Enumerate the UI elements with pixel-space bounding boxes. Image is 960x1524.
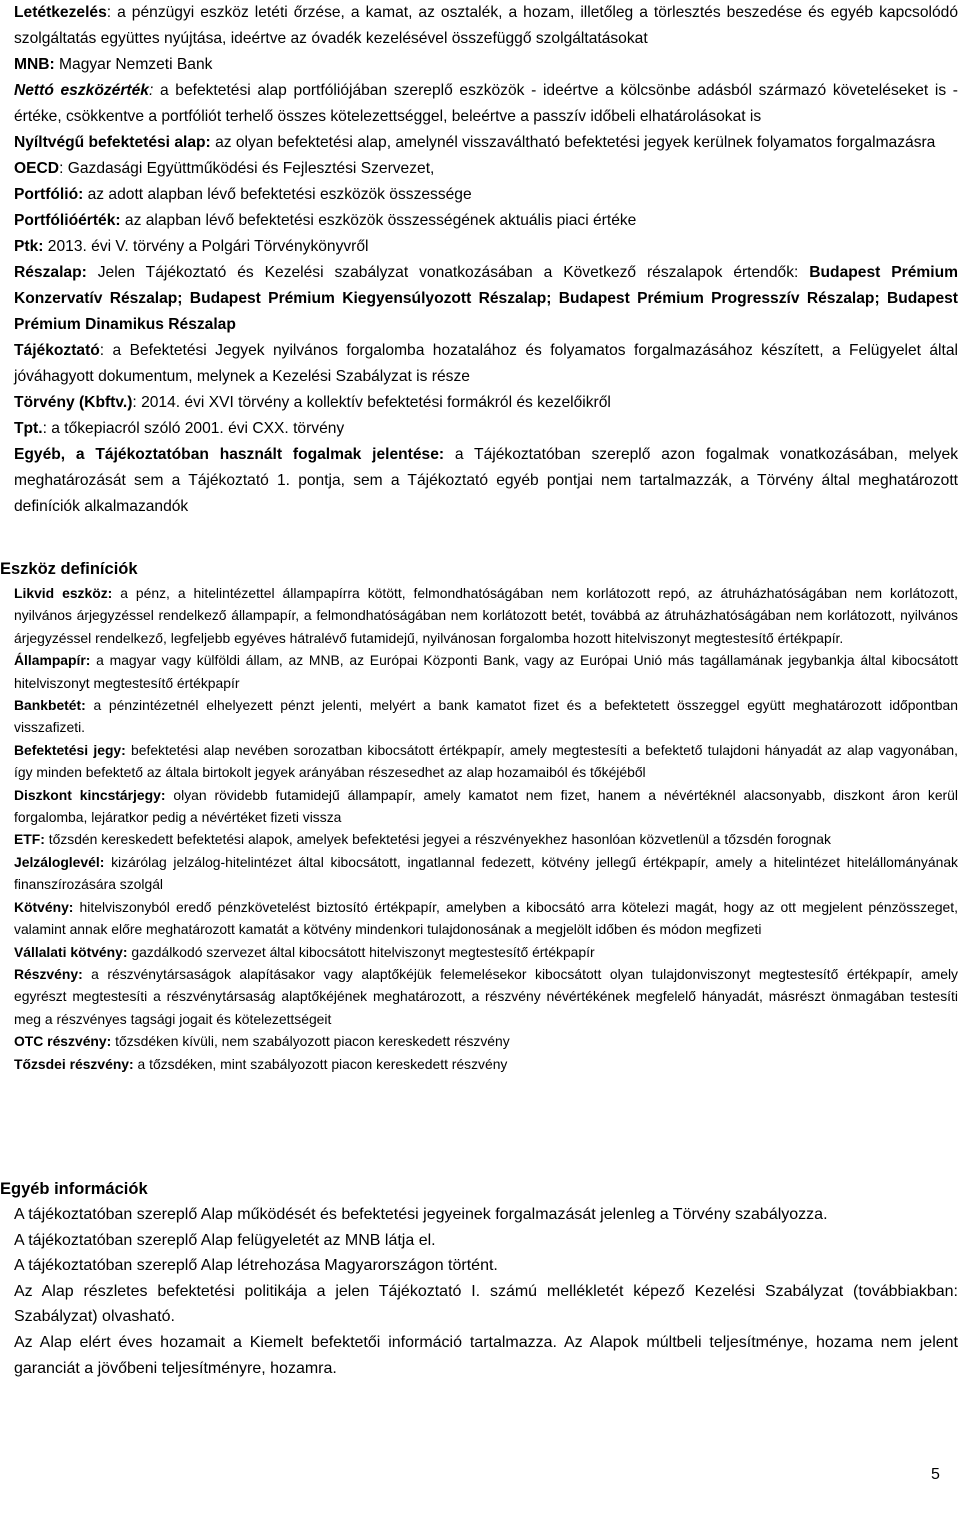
other-info-heading: Egyéb információk	[0, 1180, 148, 1198]
definition-paragraph	[14, 390, 958, 416]
asset-text: gazdálkodó szervezet által kibocsátott hitelviszonyt megtestesítő értékpapír	[127, 943, 595, 960]
definition-text: a befektetési alap portfóliójában szereplő eszközök - ideértve a kölcsönbe adásból származó követeléseket is - értéke, csökkentve a portfóliót terhelő összes kötelezettséggel, beleértve a passzív időbeli elhatárolásokat is	[14, 82, 959, 125]
asset-paragraph	[14, 784, 958, 829]
definition-paragraph	[14, 260, 958, 338]
asset-paragraph	[14, 963, 958, 1030]
asset-text: a pénzintézetnél elhelyezett pénzt jelenti, melyért a bank kamatot fizet és a befektetett összeggel együtt meghatározott időpontban visszafizeti.	[14, 697, 958, 736]
definition-text: a pénzügyi eszköz letéti őrzése, a kamat, az osztalék, a hozam, illetőleg a törlesztés beszedése és egyéb kapcsolódó szolgáltatás együttes nyújtása, ideértve az óvadék kezelésével összefüggő szolgáltatásokat	[14, 4, 958, 47]
definition-paragraph	[14, 442, 958, 520]
asset-paragraph	[14, 582, 958, 649]
asset-term: Bankbetét:	[14, 697, 86, 714]
definition-paragraph	[14, 234, 958, 260]
definition-term: Nyíltvégű befektetési alap:	[14, 134, 211, 151]
definition-text: az adott alapban lévő befektetési eszközök összessége	[83, 186, 472, 203]
asset-paragraph	[14, 649, 958, 694]
definition-text: az olyan befektetési alap, amelynél visszaváltható befektetési jegyek kerülnek folyamatos forgalmazásra	[210, 134, 936, 151]
asset-text: kizárólag jelzálog-hitelintézet által kibocsátott, ingatlannal fedezett, kötvény jellegű értékpapír, amely a hitelintézet hitelállományának finanszírozására szolgál	[14, 853, 958, 893]
asset-text: a tőzsdéken, mint szabályozott piacon kereskedett részvény	[133, 1055, 508, 1072]
definition-term: Portfólió:	[14, 186, 84, 203]
info-paragraph: A tájékoztatóban szereplő Alap felügyeletét az MNB látja el.	[14, 1231, 436, 1249]
info-paragraph: A tájékoztatóban szereplő Alap működését és befektetési jegyeinek forgalmazását jelenleg a Törvény szabályozza.	[14, 1206, 828, 1223]
definitions-section	[14, 0, 958, 520]
asset-text: a részvénytársaságok alapításakor vagy alaptőkéjük felemelésekor kibocsátott olyan tulajdonviszonyt megtestesítő értékpapír, amely egyrészt megtestesíti a részvénytársaság alaptőkéjének meghatározott, a részvény névértékének megfelelő hányadát, másrészt önmagában testesíti meg a részvényes tagsági jogait és kötelezettségeit	[14, 965, 958, 1027]
asset-term: Részvény:	[14, 965, 83, 982]
definition-text: az alapban lévő befektetési eszközök összességének aktuális piaci értéke	[120, 212, 637, 229]
definition-sep: :	[148, 82, 154, 99]
definition-paragraph	[14, 130, 958, 156]
definition-text: Gazdasági Együttműködési és Fejlesztési Szervezet,	[63, 160, 435, 177]
definition-term: Egyéb, a Tájékoztatóban használt fogalmak jelentése:	[14, 446, 445, 463]
info-paragraph: A tájékoztatóban szereplő Alap létrehozása Magyarországon történt.	[14, 1257, 498, 1275]
definition-text: Jelen Tájékoztató és Kezelési szabályzat vonatkozásában a Következő részalapok értendők:	[86, 264, 810, 281]
asset-term: Vállalati kötvény:	[14, 943, 128, 960]
definition-text: Magyar Nemzeti Bank	[54, 56, 213, 73]
definition-term: Tájékoztató	[14, 342, 100, 359]
definition-term: Nettó eszközérték	[14, 82, 149, 99]
definition-term: Letétkezelés	[14, 4, 107, 21]
asset-term: OTC részvény:	[14, 1033, 112, 1050]
asset-paragraph	[14, 694, 958, 739]
asset-paragraph	[14, 828, 958, 850]
definition-paragraph	[14, 182, 958, 208]
asset-text: a magyar vagy külföldi állam, az MNB, az Európai Központi Bank, vagy az Európai Unió más tagállamának jegybankja által kibocsátott hitelviszonyt megtestesítő értékpapír	[14, 652, 958, 691]
definition-bold-tail: Budapest Prémium Konzervatív Részalap; Budapest Prémium Kiegyensúlyozott Részalap; Budapest Prémium Progresszív Részalap; Budapest Prémium Dinamikus Részalap	[14, 264, 958, 333]
asset-term: Kötvény:	[14, 898, 74, 915]
asset-definitions-heading: Eszköz definíciók	[0, 560, 138, 578]
definition-text: a Befektetési Jegyek nyilvános forgalomba hozatalához és folyamatos forgalmazásához készített, a Felügyelet által jóváhagyott dokumentum, melynek a Kezelési Szabályzat is része	[14, 342, 958, 385]
definition-text: a tőkepiacról szóló 2001. évi CXX. törvény	[46, 420, 345, 437]
definition-paragraph	[14, 156, 958, 182]
info-paragraph: Az Alap elért éves hozamait a Kiemelt befektetői információ tartalmazza. Az Alapok múltbeli teljesítménye, hozama nem jelent garanciát a jövőbeni teljesítményre, hozamra.	[14, 1333, 958, 1377]
definition-paragraph	[14, 78, 958, 130]
definition-paragraph	[14, 208, 958, 234]
asset-paragraph	[14, 1053, 958, 1075]
asset-paragraph	[14, 941, 958, 963]
definition-sep: :	[59, 160, 64, 177]
asset-text: tőzsdéken kívüli, nem szabályozott piacon kereskedett részvény	[111, 1033, 510, 1050]
definition-text: 2013. évi V. törvény a Polgári Törvénykönyvről	[43, 238, 369, 255]
info-paragraph: Az Alap részletes befektetési politikája a jelen Tájékoztató I. számú mellékletét képező Kezelési Szabályzat (továbbiakban: Szabályzat) olvasható.	[14, 1282, 958, 1326]
asset-term: Tőzsdei részvény:	[14, 1055, 134, 1072]
definition-term: Portfólióérték:	[14, 212, 121, 229]
definition-term: OECD	[14, 160, 60, 177]
asset-paragraph	[14, 851, 958, 896]
definition-paragraph	[14, 0, 958, 52]
definition-term: Részalap:	[14, 264, 87, 281]
asset-paragraph	[14, 896, 958, 941]
definition-paragraph	[14, 52, 958, 78]
asset-term: Likvid eszköz:	[14, 585, 113, 601]
definition-text: a Tájékoztatóban szereplő azon fogalmak vonatkozásában, melyek meghatározását sem a Tájékoztató 1. pontja, sem a Tájékoztató egyéb pontjai nem tartalmazzák, a Törvény által meghatározott definíciók alkalmazandók	[14, 446, 958, 515]
definition-sep: :	[99, 342, 105, 359]
definition-sep: :	[132, 394, 137, 411]
asset-term: Befektetési jegy:	[14, 741, 126, 758]
definition-paragraph	[14, 338, 958, 390]
asset-text: tőzsdén kereskedett befektetési alapok, amelyek befektetési jegyei a részvényekhez hasonlóan közvetlenül a tőzsdén forognak	[44, 831, 831, 848]
asset-term: Jelzáloglevél:	[14, 853, 105, 870]
definition-term: Törvény (Kbftv.)	[14, 394, 133, 411]
page-number: 5	[931, 1466, 940, 1483]
definition-paragraph	[14, 416, 958, 442]
asset-text: hitelviszonyból eredő pénzkövetelést biztosító értékpapír, amelyben a kibocsátó arra kötelezi magát, hogy az ott megjelent pénzösszeget, valamint annak előre meghatározott kamatát a kötvény mindenkori tulajdonosának a megjelölt időben és módon megfizeti	[14, 898, 958, 938]
asset-paragraph	[14, 739, 958, 784]
definition-sep: :	[106, 4, 112, 21]
asset-text: befektetési alap nevében sorozatban kibocsátott értékpapír, amely megtestesíti a befektető tulajdoni hányadát az alap vagyonában, így minden befektető az általa birtokolt jegyek arányában részesedhet az alap hozamaiból és tőkéjéből	[14, 741, 958, 781]
asset-text: a pénz, a hitelintézettel állampapírra kötött, felmondhatóságában nem korlátozott repó, az átruházhatóságában nem korlátozott, nyilvános árjegyzéssel rendelkező állampapír, a felmondhatóságában nem korlátozott betét, továbbá az átruházhatóságában nem korlátozott, nyilvános árjegyzéssel rendelkező, legfeljebb egyéves hátralévő futamidejű, nyilvánosan forgalomba hozott hitelviszonyt megtestesítő értékpapír.	[14, 585, 958, 646]
asset-term: Állampapír:	[14, 652, 91, 669]
definition-term: Ptk:	[14, 238, 44, 255]
definition-term: MNB:	[14, 56, 55, 73]
asset-definitions-section	[14, 582, 958, 1075]
asset-term: ETF:	[14, 831, 45, 848]
asset-text: olyan rövidebb futamidejű állampapír, amely kamatot nem fizet, hanem a névértéknél alacsonyabb, diszkont áron kerül forgalomba, lejáratkor pedig a névértéket fizeti vissza	[14, 786, 958, 826]
definition-term: Tpt.	[14, 420, 43, 437]
asset-term: Diszkont kincstárjegy:	[14, 786, 166, 803]
asset-paragraph	[14, 1030, 958, 1052]
definition-sep: :	[42, 420, 47, 437]
definition-text: 2014. évi XVI törvény a kollektív befektetési formákról és kezelőikről	[136, 394, 611, 411]
other-info-section	[14, 1202, 958, 1381]
